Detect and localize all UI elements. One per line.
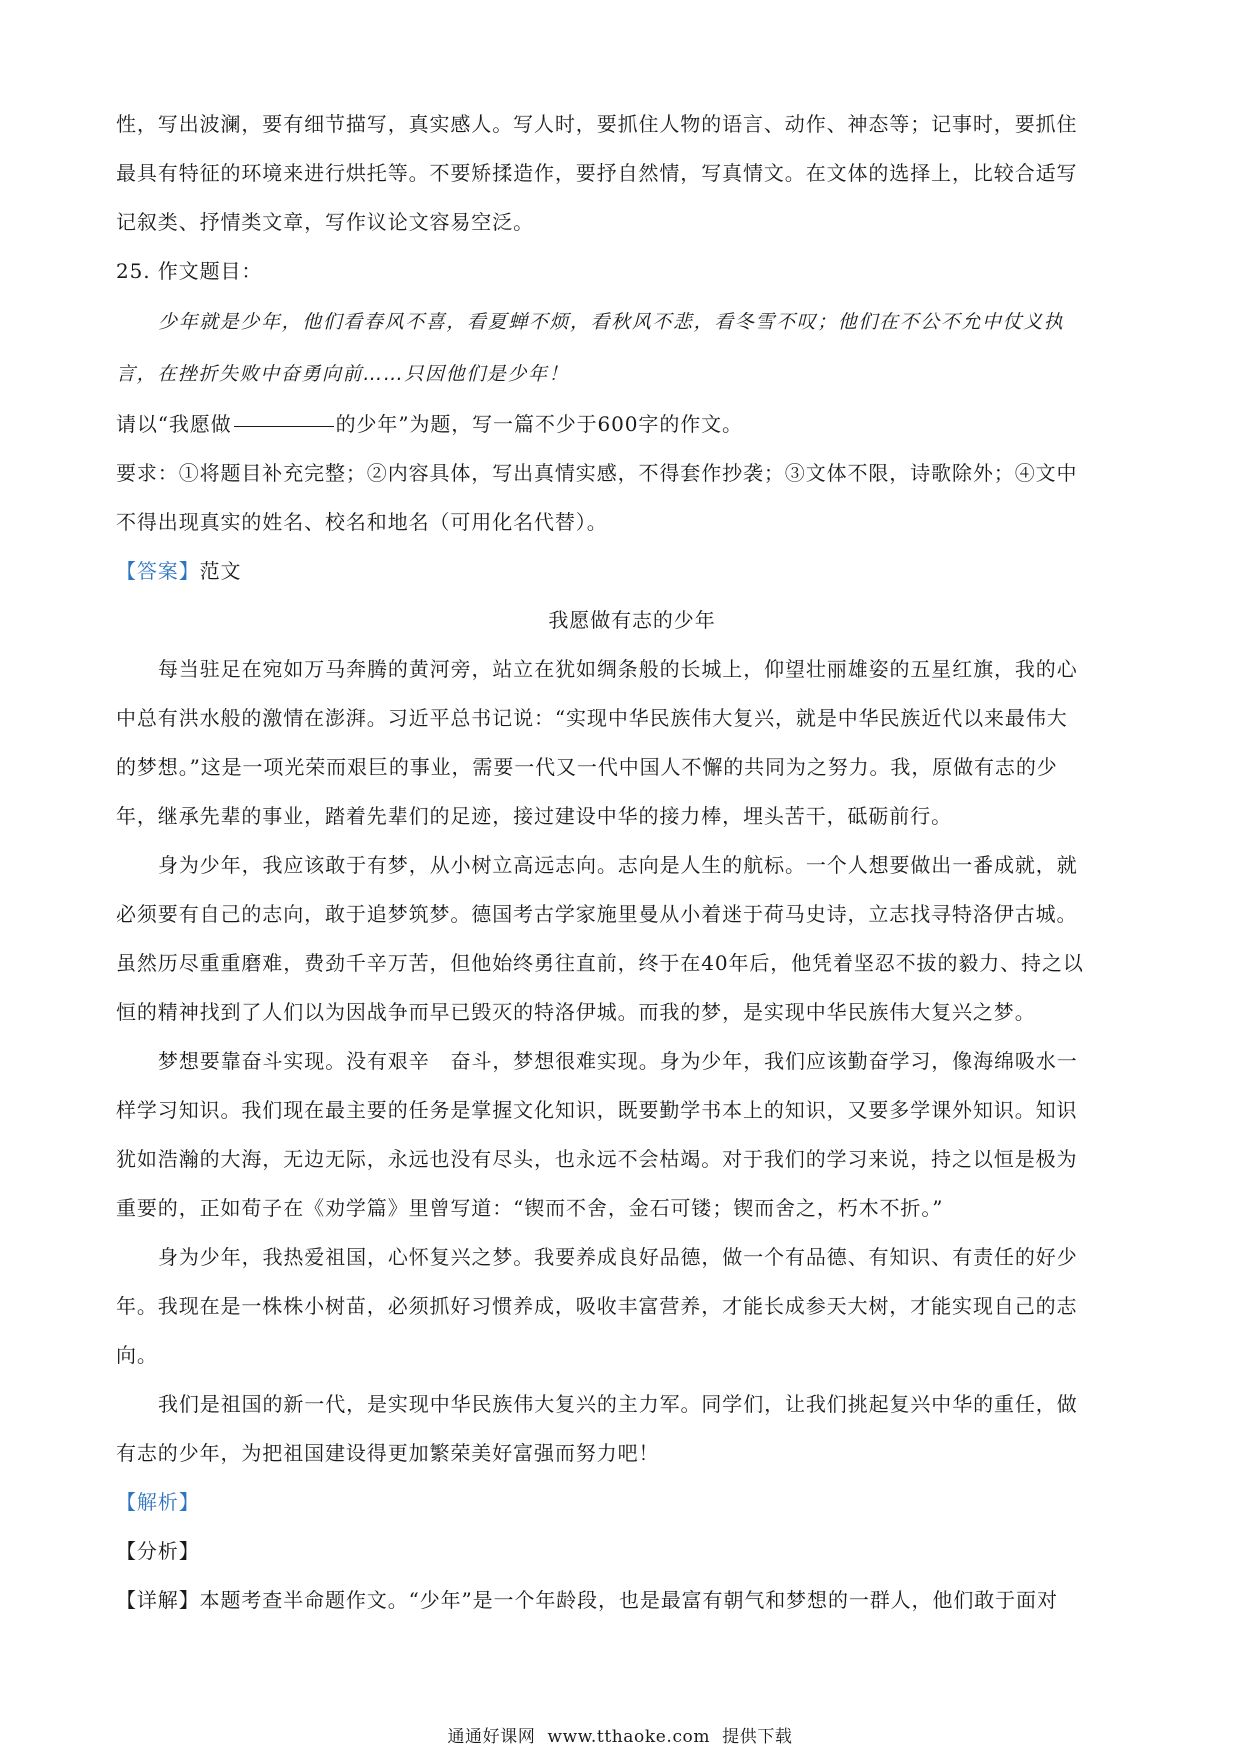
essay-line: 样学习知识。我们现在最主要的任务是掌握文化知识，既要勤学书本上的知识，又要多学课外知识。知识 [116, 1098, 1078, 1122]
essay-line: 身为少年，我应该敢于有梦，从小树立高远志向。志向是人生的航标。一个人想要做出一番成就，就 [158, 853, 1078, 877]
essay-line: 年。我现在是一株株小树苗，必须抓好习惯养成，吸收丰富营养，才能长成参天大树，才能实现自己的志 [116, 1294, 1078, 1318]
essay-line: 必须要有自己的志向，敢于追梦筑梦。德国考古学家施里曼从小着迷于荷马史诗，立志找寻特洛伊古城。 [116, 902, 1078, 926]
essay-line: 中总有洪水般的激情在澎湃。习近平总书记说：“实现中华民族伟大复兴，就是中华民族近代以来最伟大 [116, 706, 1068, 730]
text-line: 性，写出波澜，要有细节描写，真实感人。写人时，要抓住人物的语言、动作、神态等；记事时，要抓住 [116, 112, 1078, 136]
essay-line: 有志的少年，为把祖国建设得更加繁荣美好富强而努力吧！ [116, 1441, 660, 1465]
xiangjie-line [116, 1576, 1128, 1625]
fenxi-label: 【分析】 [116, 1539, 200, 1563]
answer-heading [116, 547, 1128, 596]
requirements-line: 要求：①将题目补充完整；②内容具体，写出真情实感，不得套作抄袭；③文体不限，诗歌除外；④文中 [116, 461, 1078, 485]
footer-download-text: 提供下载 [722, 1727, 793, 1747]
page-content [116, 100, 1128, 1625]
answer-label: 【答案】 [116, 559, 200, 583]
question-quote-line: 言，在挫折失败中奋勇向前……只因他们是少年！ [116, 363, 570, 385]
answer-label-suffix: 范文 [199, 559, 242, 583]
essay-line: 的梦想。”这是一项光荣而艰巨的事业，需要一代又一代中国人不懈的共同为之努力。我，原做有志的少 [116, 755, 1058, 779]
xiangjie-label: 【详解】 [116, 1588, 200, 1612]
fill-in-blank [234, 426, 334, 427]
essay-line: 身为少年，我热爱祖国，心怀复兴之梦。我要养成良好品德，做一个有品德、有知识、有责任的好少 [158, 1245, 1078, 1269]
essay-line: 恒的精神找到了人们以为因战争而早已毁灭的特洛伊城。而我的梦，是实现中华民族伟大复兴之梦。 [116, 1000, 1036, 1024]
question-prompt [116, 400, 1128, 449]
essay-line: 重要的，正如荀子在《劝学篇》里曾写道：“锲而不舍，金石可镂；锲而舍之，朽木不折。” [116, 1196, 944, 1220]
essay-line: 每当驻足在宛如万马奔腾的黄河旁，站立在犹如绸条般的长城上，仰望壮丽雄姿的五星红旗，我的心 [158, 657, 1078, 681]
footer-site-name: 通通好课网 [447, 1727, 536, 1747]
essay-line: 梦想要靠奋斗实现。没有艰辛 奋斗，梦想很难实现。身为少年，我们应该勤奋学习，像海绵吸水一 [158, 1049, 1078, 1073]
text-line: 记叙类、抒情类文章，写作议论文容易空泛。 [116, 210, 534, 234]
footer-site-url[interactable]: www.tthaoke.com [547, 1727, 711, 1747]
question-quote-line: 少年就是少年，他们看春风不喜，看夏蝉不烦，看秋风不悲，看冬雪不叹；他们在不公不允中仗义执 [158, 311, 1065, 333]
essay-title: 我愿做有志的少年 [548, 608, 716, 632]
jiexi-label: 【解析】 [116, 1490, 200, 1514]
prompt-text-after: 的少年”为题，写一篇不少于600字的作文。 [335, 412, 743, 436]
essay-line: 向。 [116, 1343, 158, 1367]
question-number-title: 25. 作文题目： [116, 259, 263, 283]
xiangjie-text: 本题考查半命题作文。“少年”是一个年龄段，也是最富有朝气和梦想的一群人，他们敢于面对 [199, 1588, 1058, 1612]
requirements-line: 不得出现真实的姓名、校名和地名（可用化名代替）。 [116, 510, 608, 534]
prompt-text-before: 请以“我愿做 [116, 412, 232, 436]
essay-line: 虽然历尽重重磨难，费劲千辛万苦，但他始终勇往直前，终于在40年后，他凭着坚忍不拔的毅力、持之以 [116, 951, 1084, 975]
essay-line: 年，继承先辈的事业，踏着先辈们的足迹，接过建设中华的接力棒，埋头苦干，砥砺前行。 [116, 804, 952, 828]
page-footer [0, 1722, 1240, 1747]
essay-line: 犹如浩瀚的大海，无边无际，永远也没有尽头，也永远不会枯竭。对于我们的学习来说，持之以恒是极为 [116, 1147, 1078, 1171]
text-line: 最具有特征的环境来进行烘托等。不要矫揉造作，要抒自然情，写真情文。在文体的选择上，比较合适写 [116, 161, 1078, 185]
essay-line: 我们是祖国的新一代，是实现中华民族伟大复兴的主力军。同学们，让我们挑起复兴中华的重任，做 [158, 1392, 1078, 1416]
